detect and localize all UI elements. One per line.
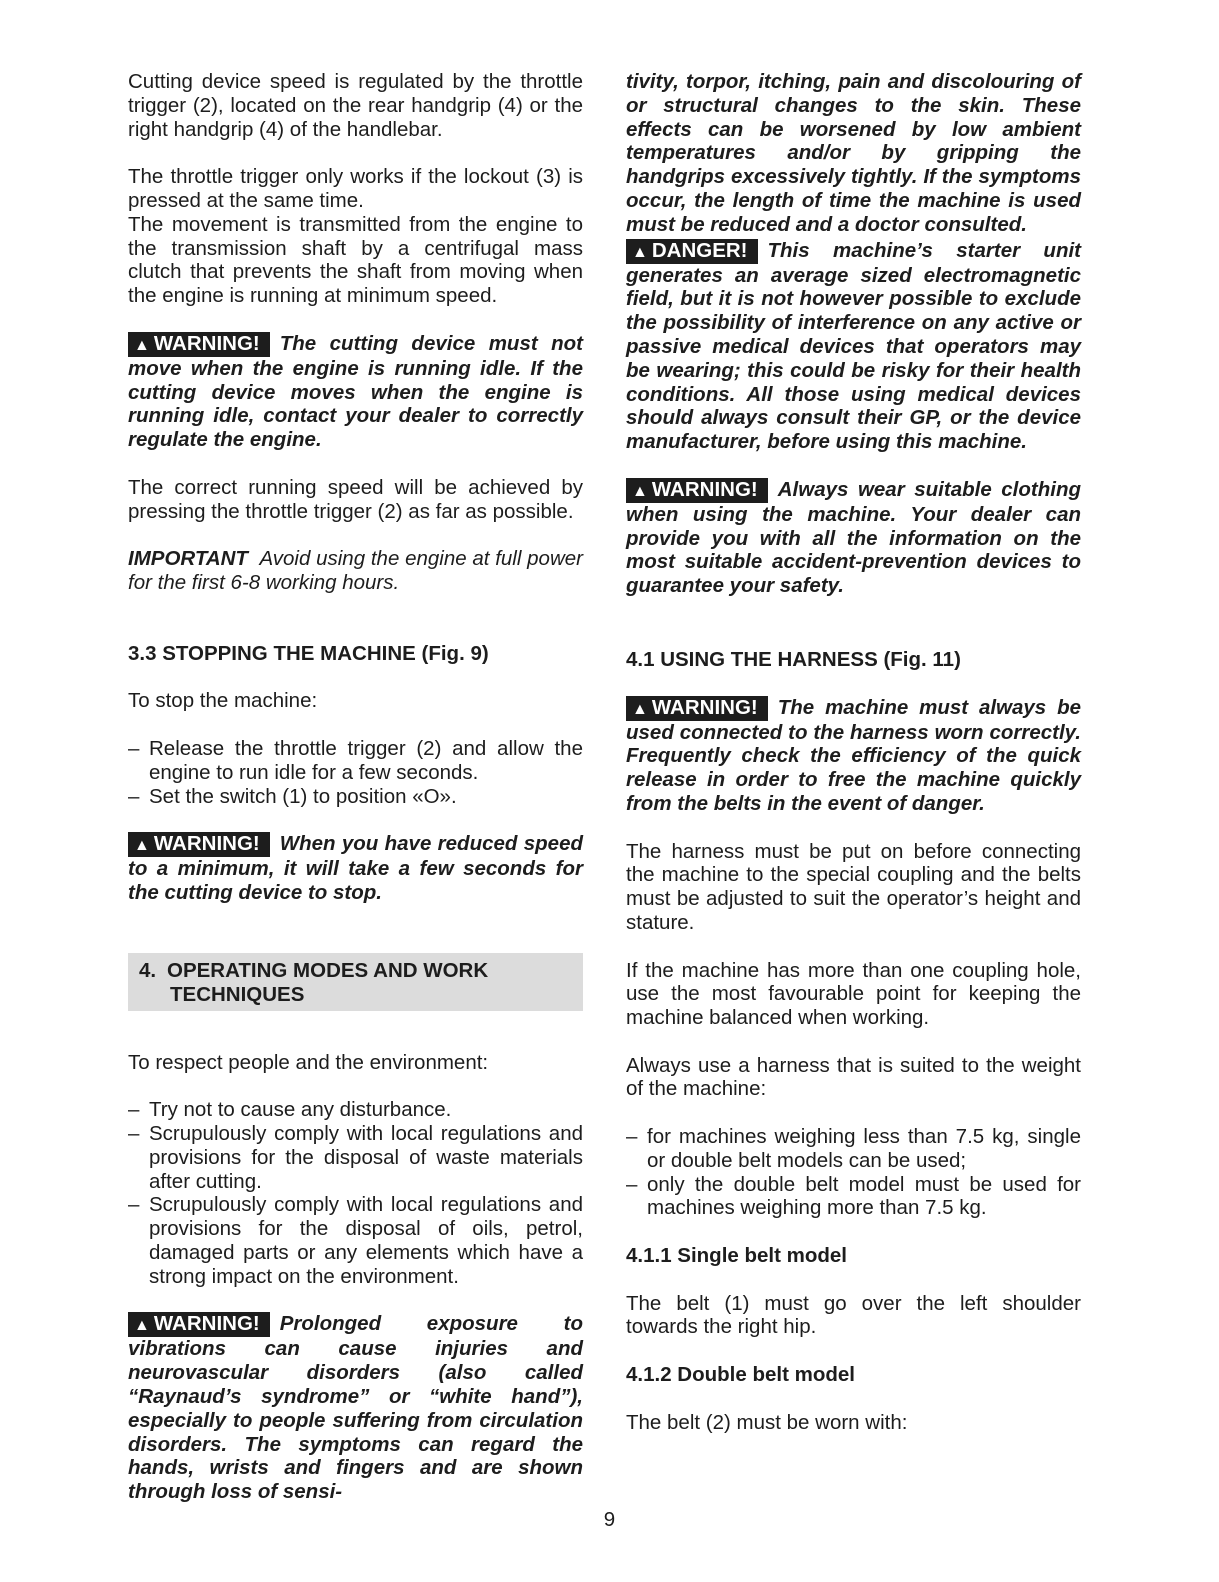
list-item: – Try not to cause any disturbance. xyxy=(128,1098,583,1122)
paragraph-coupling-hole: If the machine has more than one coupling hole, use the most favourable point for keeping the machine balanced when working. xyxy=(626,958,1081,1030)
danger-text: This machine’s starter unit generates an average sized electromagnetic field, but it is not however possible to exclude the possibility of interference on any active or passive medical devices that operators may be wearing; this could be risky for their health conditions. All those using medical devices should always consult their GP, or the device manufacturer, before using this machine. xyxy=(626,238,1081,454)
paragraph-throttle-regulation: Cutting device speed is regulated by the throttle trigger (2), located on the rear handgrip (4) or the right handgrip (4) of the handlebar. xyxy=(128,70,583,141)
warning-vibrations-continued: tivity, torpor, itching, pain and discolouring of or structural changes to the skin. These effects can be worsened by low ambient temperatures and/or by gripping the handgrips excessively tightly. If the symptoms occur, the length of time the machine is used must be reduced and a doctor consulted. xyxy=(626,70,1081,236)
important-note xyxy=(128,547,583,595)
section-title-line1: OPERATING MODES AND WORK xyxy=(167,958,489,982)
warning-triangle-icon: ▲ xyxy=(632,243,648,261)
warning-reduced-speed xyxy=(128,832,583,905)
warning-clothing xyxy=(626,478,1081,598)
paragraph-double-belt: The belt (2) must be worn with: xyxy=(626,1410,908,1434)
paragraph-harness-fitting: The harness must be put on before connecting the machine to the special coupling and the belts must be adjusted to suit the operator’s height and stature. xyxy=(626,839,1081,934)
list-item: – for machines weighing less than 7.5 kg, single or double belt models can be used; xyxy=(626,1125,1081,1173)
danger-badge: ▲ DANGER! xyxy=(626,239,758,264)
warning-badge: ▲ WARNING! xyxy=(128,332,270,357)
paragraph-running-speed: The correct running speed will be achieved by pressing the throttle trigger (2) as far as possible. xyxy=(128,475,583,523)
list-item: – Scrupulously comply with local regulations and provisions for the disposal of oils, petrol, damaged parts or any elements which have a strong impact on the environment. xyxy=(128,1193,583,1288)
warning-badge: ▲ WARNING! xyxy=(626,478,768,503)
warning-badge: ▲ WARNING! xyxy=(626,696,768,721)
paragraph-environment-intro: To respect people and the environment: xyxy=(128,1050,489,1074)
warning-text: Always wear suitable clothing when using the machine. Your dealer can provide you with all the information on the most suitable accident-prevention devices to guarantee your safety. xyxy=(626,477,1081,598)
warning-triangle-icon: ▲ xyxy=(632,482,648,500)
list-item: – Release the throttle trigger (2) and allow the engine to run idle for a few seconds. xyxy=(128,737,583,785)
warning-triangle-icon: ▲ xyxy=(632,700,648,718)
right-column xyxy=(626,70,1081,1458)
list-item: – only the double belt model must be used for machines weighing more than 7.5 kg. xyxy=(626,1173,1081,1221)
section-number: 4. xyxy=(139,958,157,982)
warning-text: When you have reduced speed to a minimum, it will take a few seconds for the cutting device to stop. xyxy=(128,832,583,904)
warning-triangle-icon: ▲ xyxy=(134,336,150,354)
warning-badge: ▲ WARNING! xyxy=(128,1312,270,1337)
important-label: IMPORTANT xyxy=(128,547,248,571)
warning-harness xyxy=(626,696,1081,816)
paragraph-lockout: The throttle trigger only works if the lockout (3) is pressed at the same time. xyxy=(128,165,583,212)
paragraph-stop-intro: To stop the machine: xyxy=(128,689,318,713)
heading-single-belt: 4.1.1 Single belt model xyxy=(626,1244,848,1268)
warning-idle xyxy=(128,332,583,452)
warning-vibrations xyxy=(128,1312,583,1504)
weight-list xyxy=(626,1125,1081,1220)
left-column xyxy=(128,70,583,1528)
heading-using-harness: 4.1 USING THE HARNESS (Fig. 11) xyxy=(626,647,961,671)
stop-steps-list xyxy=(128,737,583,808)
paragraph-transmission: The movement is transmitted from the engine to the transmission shaft by a centrifugal mass clutch that prevents the shaft from moving when the engine is running at minimum speed. xyxy=(128,212,583,308)
warning-text: The cutting device must not move when the engine is running idle. If the cutting device moves when the engine is running idle, contact your dealer to correctly regulate the engine. xyxy=(128,331,583,452)
paragraph-harness-weight: Always use a harness that is suited to the weight of the machine: xyxy=(626,1053,1081,1101)
environment-list xyxy=(128,1098,583,1288)
warning-badge: ▲ WARNING! xyxy=(128,832,270,857)
warning-text: Prolonged exposure to vibrations can cause injuries and neurovascular disorders (also called “Raynaud’s syndrome” or “white hand”), especially to people suffering from circulation disorders. The symptoms can regard the hands, wrists and fingers and are shown through loss of sensi- xyxy=(128,1312,583,1504)
section-title-line2: TECHNIQUES xyxy=(170,982,305,1006)
list-item: – Scrupulously comply with local regulations and provisions for the disposal of waste materials after cutting. xyxy=(128,1122,583,1193)
danger-electromagnetic xyxy=(626,239,1081,454)
heading-stopping-machine: 3.3 STOPPING THE MACHINE (Fig. 9) xyxy=(128,641,489,665)
list-item: – Set the switch (1) to position «O». xyxy=(128,785,583,809)
warning-text: The machine must always be used connected to the harness worn correctly. Frequently check the efficiency of the quick release in order to free the machine quickly from the belts in the event of danger. xyxy=(626,695,1081,815)
paragraph-single-belt: The belt (1) must go over the left shoulder towards the right hip. xyxy=(626,1291,1081,1339)
warning-triangle-icon: ▲ xyxy=(134,1317,150,1335)
warning-triangle-icon: ▲ xyxy=(134,837,150,855)
important-text: Avoid using the engine at full power for the first 6-8 working hours. xyxy=(128,547,583,594)
section-heading-operating-modes xyxy=(128,953,583,1011)
page-number: 9 xyxy=(603,1508,616,1531)
heading-double-belt: 4.1.2 Double belt model xyxy=(626,1363,855,1387)
